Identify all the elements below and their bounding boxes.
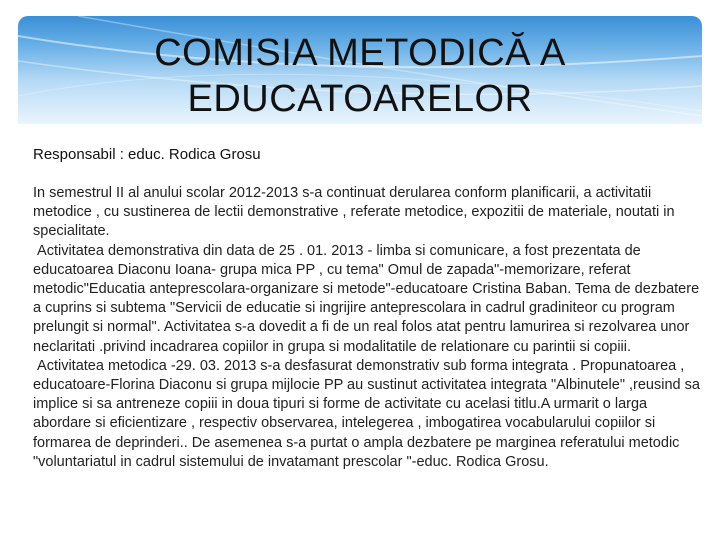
title-line-2: EDUCATOARELOR	[187, 78, 533, 120]
paragraph: Activitatea demonstrativa din data de 25 . 01. 2013 - limba si comunicare, a fost prezentata de educatoarea Diaconu Ioana- grupa mica PP , cu tema" Omul de zapada"-memorizare, referat metodic"Educatia anteprescolara-organizare si metode"-educatoare Cristina Baban. Tema de dezbatere a cuprins si subtema "Servicii de educatie si ingrijire anteprescolara in cadrul gradiniteor cu program prelungit si normal". Activitatea s-a dovedit a fi de un real folos atat pentru lamurirea si rezolvarea unor neclaritati .privind incadrarea copiilor in grupa si modalitatile de relationare cu parintii si copiii.	[33, 242, 704, 355]
title-line-1: COMISIA METODICĂ A	[154, 32, 566, 74]
page-title	[0, 30, 720, 122]
paragraph: Activitatea metodica -29. 03. 2013 s-a desfasurat demonstrativ sub forma integrata . Propunatoarea , educatoare-Florina Diaconu si grupa mijlocie PP au sustinut activitatea integrata "Albinutele" ,reusind sa implice si sa antreneze copiii in doua tipuri si forme de activitate cu acelasi titlu.A urmarit o larga abordare si eficientizare , respectiv observarea, intelegerea , imbogatirea vocabularului copiilor si formarea de deprinderi.. De asemenea s-a purtat o ampla dezbatere pe marginea referatului metodic "voluntariatul in cadrul sistemului de invatamant prescolar "-educ. Rodica Grosu.	[33, 357, 704, 470]
paragraph: In semestrul II al anului scolar 2012-2013 s-a continuat derularea conform planificarii, a activitatii metodice , cu sustinerea de lectii demonstrative , referate metodice, expozitii de materiale, noutati in specialitate.	[33, 185, 679, 240]
report-body	[33, 184, 709, 472]
responsible-person: Responsabil : educ. Rodica Grosu	[33, 146, 261, 163]
